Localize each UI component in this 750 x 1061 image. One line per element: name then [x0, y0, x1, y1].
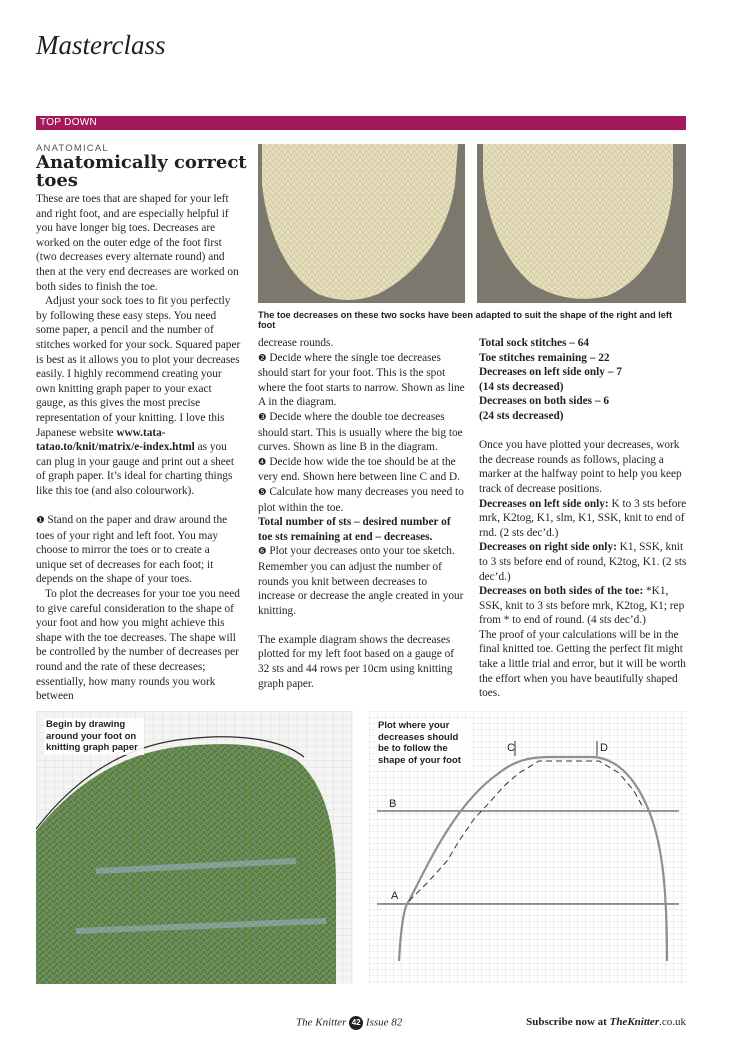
step-6-number: ❻ [258, 546, 267, 558]
footer-subscribe: Subscribe now at TheKnitter.co.uk [526, 1016, 686, 1028]
col1-intro: These are toes that are shaped for your left and right foot, and are especially helpful if you have longer big toes. Decreases are worked on the outer edge of the foot first (two decreases every alternate round) and then at the very end decreases are worked on both sides to finish the toe. [36, 193, 239, 293]
sock-toe-left-image [477, 144, 686, 303]
step-2-number: ❷ [258, 352, 267, 364]
stat-line: Total sock stitches – 64 [479, 337, 590, 349]
step-5-number: ❺ [258, 486, 267, 498]
stat-line: Toe stitches remaining – 22 [479, 351, 610, 364]
col1-adjust: Adjust your sock toes to fit you perfectly by following these easy steps. You need some paper, a pencil and the number of stitches worked for your sock. Squared paper is best as it allows you to plot your decreases easily. I highly recommend creating your own knitting graph paper to your exact gauge, as this gives the most precise representation of your knitting. I love this Japanese website www.tata-tatao.to/knit/matrix/e-index.html as you can plug in your gauge and print out a sheet of graph paper. It’s ideal for charting things like this toe (and also colourwork). [36, 295, 241, 497]
formula: Total number of sts – desired number of toe sts remaining at end – decreases. [258, 516, 451, 543]
step-3-number: ❸ [258, 411, 267, 423]
stat-line: Decreases on both sides – 6 [479, 395, 610, 408]
diagram-label-c: C [507, 742, 515, 754]
step-4-number: ❹ [258, 456, 267, 468]
col2-example: The example diagram shows the decreases plotted for my left foot based on a gauge of 32 sts and 44 rows per 10cm using knitting graph paper. [258, 633, 455, 690]
column-1 [36, 192, 242, 704]
sock-photo-right [258, 144, 465, 303]
stat-line: Decreases on left side only – 7 [479, 366, 622, 379]
step-1-number: ❶ [36, 515, 45, 527]
diagram-label-a: A [391, 890, 399, 902]
subscribe-site[interactable]: TheKnitter [609, 1016, 660, 1028]
masthead: Masterclass [36, 30, 166, 60]
kicker: ANATOMICAL [36, 143, 109, 154]
col3-intro: Once you have plotted your decreases, work the decrease rounds as follows, placing a marker at the halfway point to help you keep track of decrease positions. [479, 439, 682, 495]
both-decreases: Decreases on both sides of the toe: *K1, SSK, knit to 3 sts before mrk, K2tog, K1; rep from * to end of round. (4 sts dec’d.) [479, 585, 685, 627]
step-5: ❺ Calculate how many decreases you need to plot within the toe. [258, 485, 464, 514]
bottom-left-label: Begin by drawing around your foot on knitting graph paper [44, 718, 144, 755]
sock-toe-right-image [258, 144, 465, 303]
step-4: ❹ Decide how wide the toe should be at the very end. Shown here between line C and D. [258, 455, 461, 484]
column-3 [479, 336, 687, 701]
step-3: ❸ Decide where the double toe decreases should start. This is usually where the big toe curves. Shown as line B in the diagram. [258, 410, 463, 454]
col2-continue: decrease rounds. [258, 337, 334, 349]
diagram-label-d: D [600, 742, 608, 754]
stat-line: (24 sts decreased) [479, 409, 564, 422]
website-link[interactable]: www.tata-tatao.to/knit/matrix/e-index.html [36, 426, 195, 454]
headline: Anatomically correct toes [36, 152, 247, 191]
step-1: ❶ Stand on the paper and draw around the toes of your right and left foot. You may choose to mirror the toes or to create a unique set of decreases for each foot; it depends on the shape of your toes. [36, 514, 228, 586]
stat-line: (14 sts decreased) [479, 380, 564, 393]
step-2: ❷ Decide where the single toe decreases should start for your foot. This is the spot where the foot starts to narrow. Shown as line A in the diagram. [258, 351, 465, 409]
column-2 [258, 336, 466, 691]
page-number: 42 [349, 1016, 363, 1030]
col3-proof: The proof of your calculations will be in the final knitted toe. Getting the perfect fit might take a little trial and error, but it will be worth the effort when you have beautifully shaped toes. [479, 628, 686, 700]
diagram-label-b: B [389, 798, 397, 810]
left-decreases: Decreases on left side only: K to 3 sts before mrk, K2tog, K1, slm, K1, SSK, knit to end of rnd. (2 sts dec’d.) [479, 497, 687, 539]
footer-magazine: The Knitter 42 Issue 82 [296, 1016, 403, 1029]
right-decreases: Decreases on right side only: K1, SSK, knit to 3 sts before end of round, K2tog, K1. (2 sts dec’d.) [479, 541, 687, 583]
top-photo-caption: The toe decreases on these two socks have been adapted to suit the shape of the right and left foot [258, 310, 673, 330]
bottom-right-label: Plot where your decreases should be to follow the shape of your foot [376, 719, 472, 767]
col1-plot: To plot the decreases for your toe you need to give careful consideration to the shape of your foot and how you might achieve this shape with the toe decreases. The shape will be controlled by the number of decreases per round and the rate of these decreases; essentially, how many rounds you work between [36, 588, 240, 703]
sock-photo-left [477, 144, 686, 303]
section-bar: TOP DOWN [36, 116, 686, 130]
step-6: ❻ Plot your decreases onto your toe sketch. Remember you can adjust the number of rounds you knit between decreases to increase or decrease the angle created in your knitting. [258, 545, 464, 617]
